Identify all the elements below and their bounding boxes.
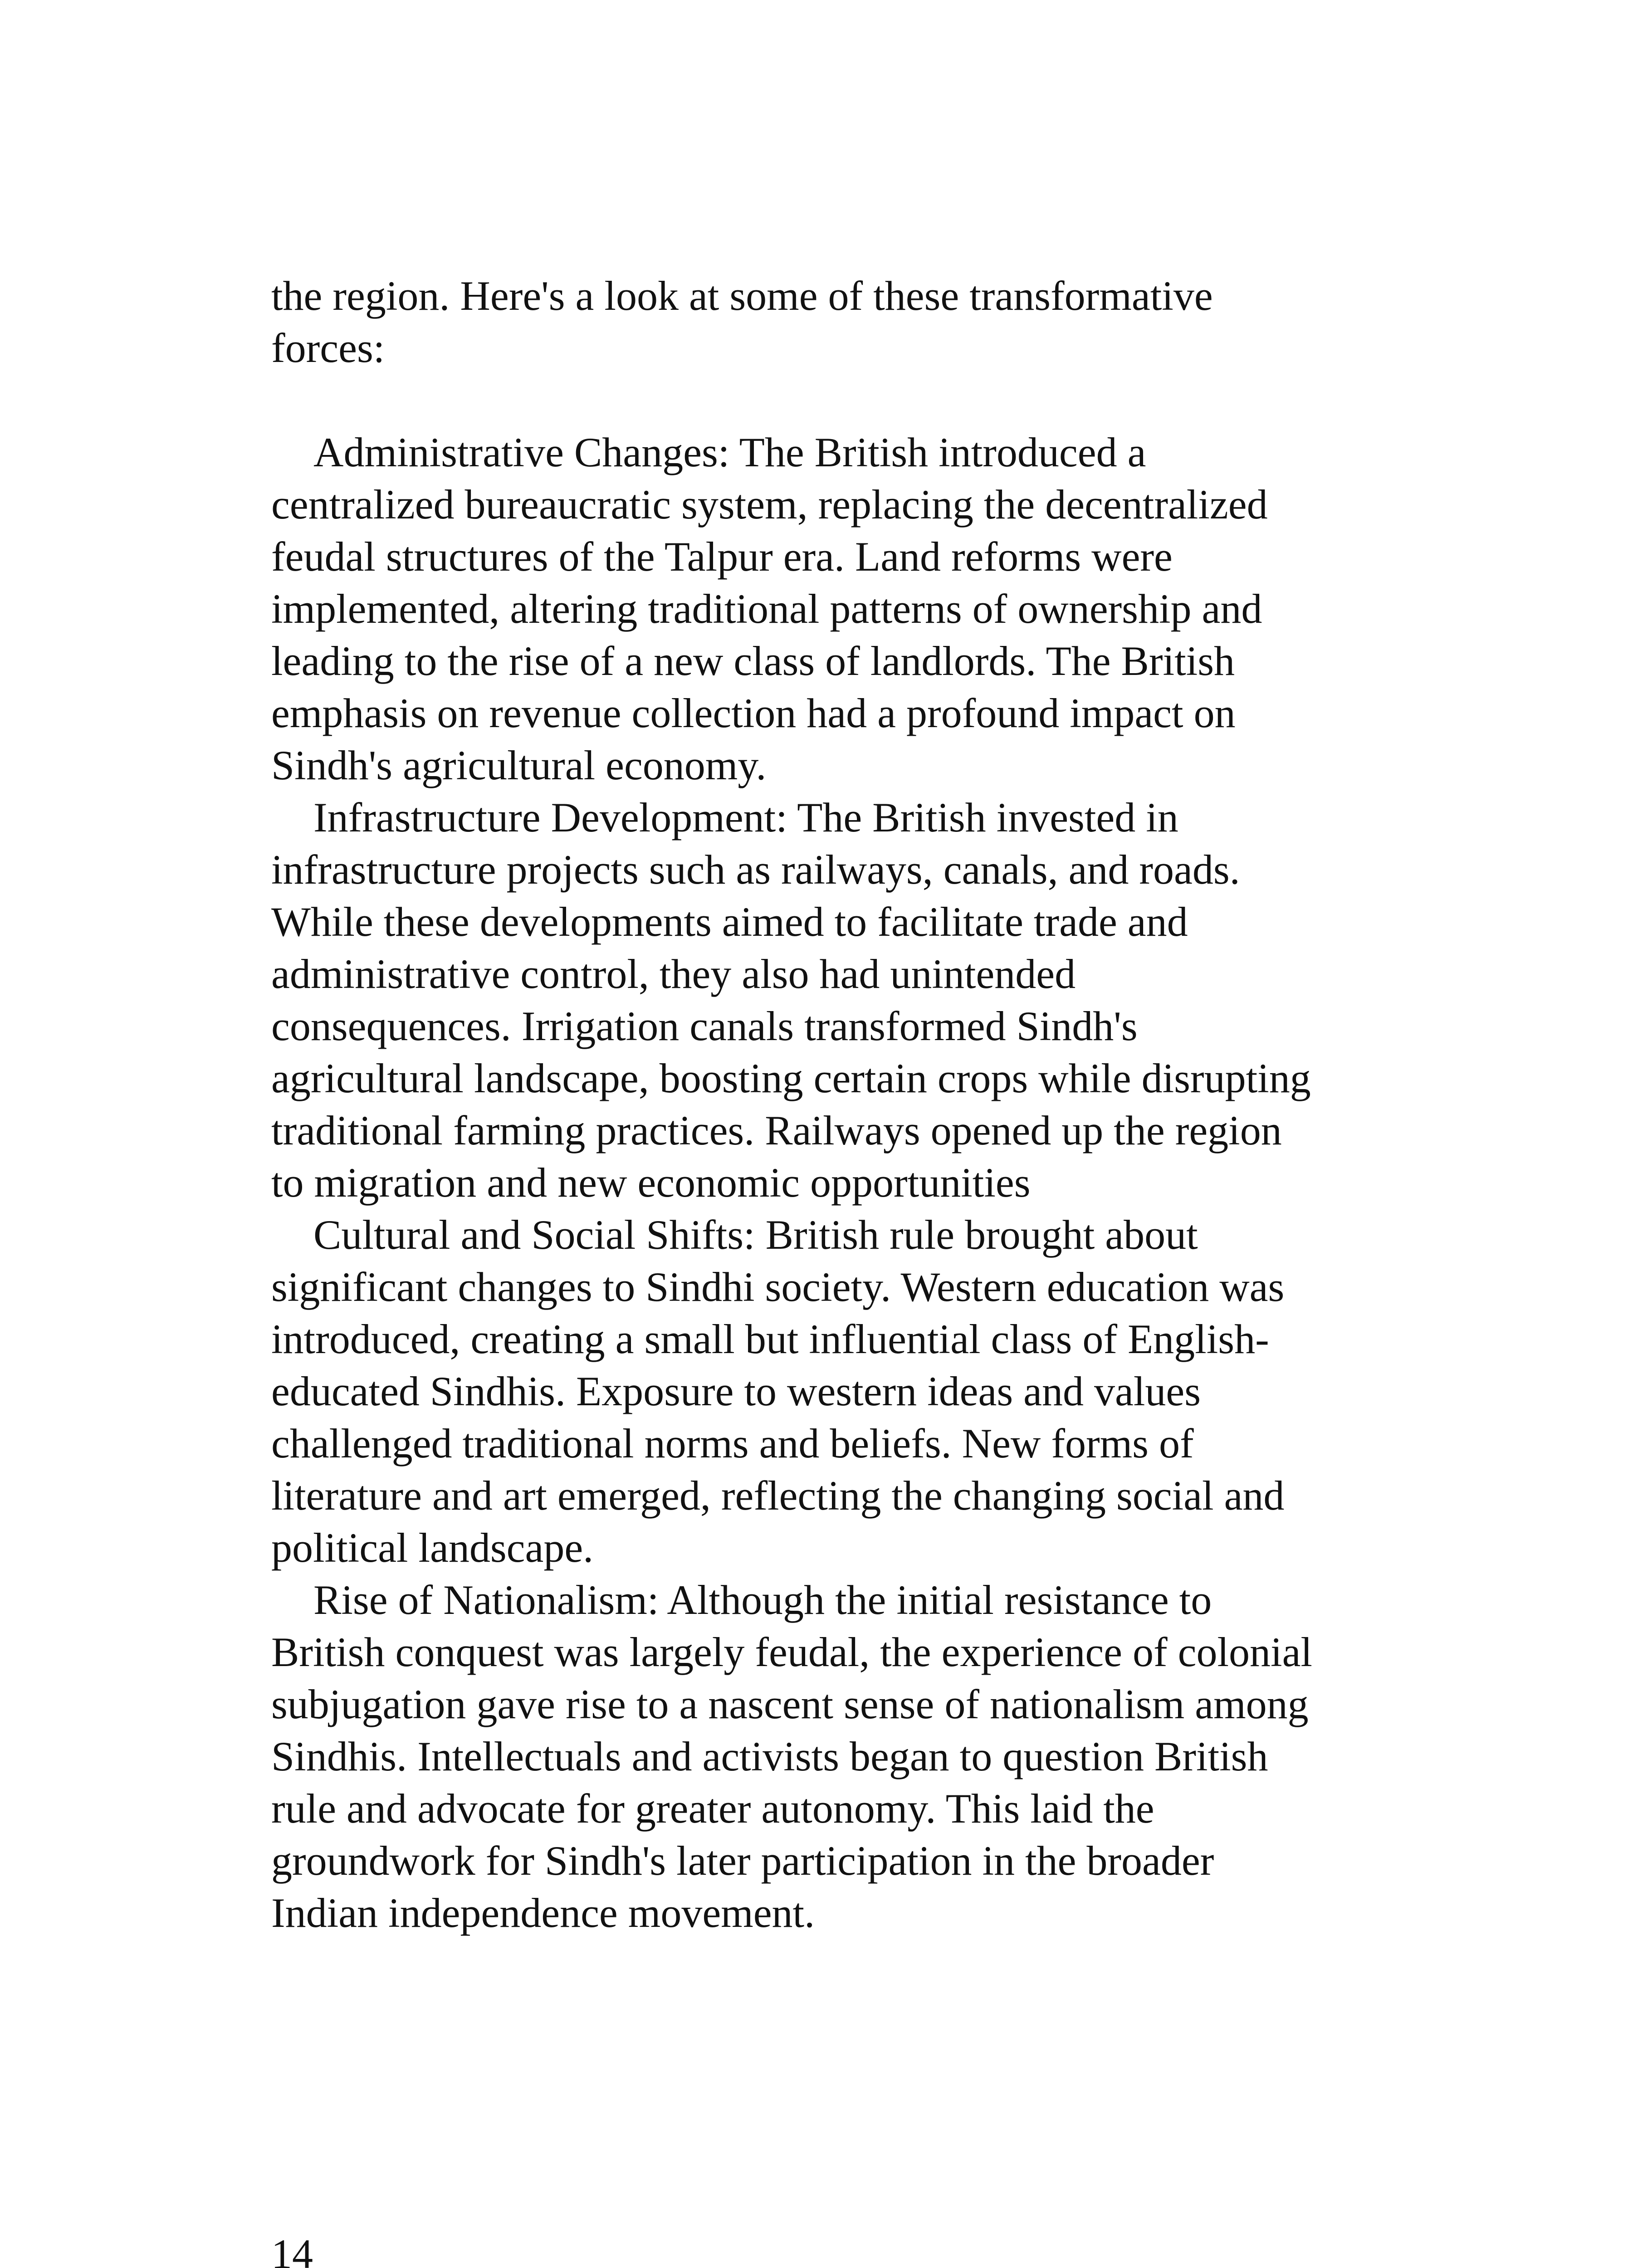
body-text xyxy=(271,270,1315,1939)
page-number: 14 xyxy=(271,2231,313,2268)
paragraph-administrative-changes: Administrative Changes: The British introduced a centralized bureaucratic system, replacing the decentralized feudal structures of the Talpur era. Land reforms were implemented, altering traditional patterns of ownership and leading to the rise of a new class of landlords. The British emphasis on revenue collection had a profound impact on Sindh's agricultural economy. xyxy=(271,429,1268,788)
paragraph-cultural-social-shifts: Cultural and Social Shifts: British rule brought about significant changes to Sindhi society. Western education was introduced, creating a small but influential class of English-educated Sindhis. Exposure to western ideas and values challenged traditional norms and beliefs. New forms of literature and art emerged, reflecting the changing social and political landscape. xyxy=(271,1212,1285,1571)
paragraph-infrastructure-development: Infrastructure Development: The British invested in infrastructure projects such as railways, canals, and roads. While these developments aimed to facilitate trade and administrative control, they also had unintended consequences. Irrigation canals transformed Sindh's agricultural landscape, boosting certain crops while disrupting traditional farming practices. Railways opened up the region to migration and new economic opportunities xyxy=(271,794,1311,1206)
lead-paragraph: the region. Here's a look at some of these transformative forces: xyxy=(271,273,1213,371)
paragraph-rise-of-nationalism: Rise of Nationalism: Although the initial resistance to British conquest was largely feudal, the experience of colonial subjugation gave rise to a nascent sense of nationalism among Sindhis. Intellectuals and activists began to question British rule and advocate for greater autonomy. This laid the groundwork for Sindh's later participation in the broader Indian independence movement. xyxy=(271,1577,1312,1936)
